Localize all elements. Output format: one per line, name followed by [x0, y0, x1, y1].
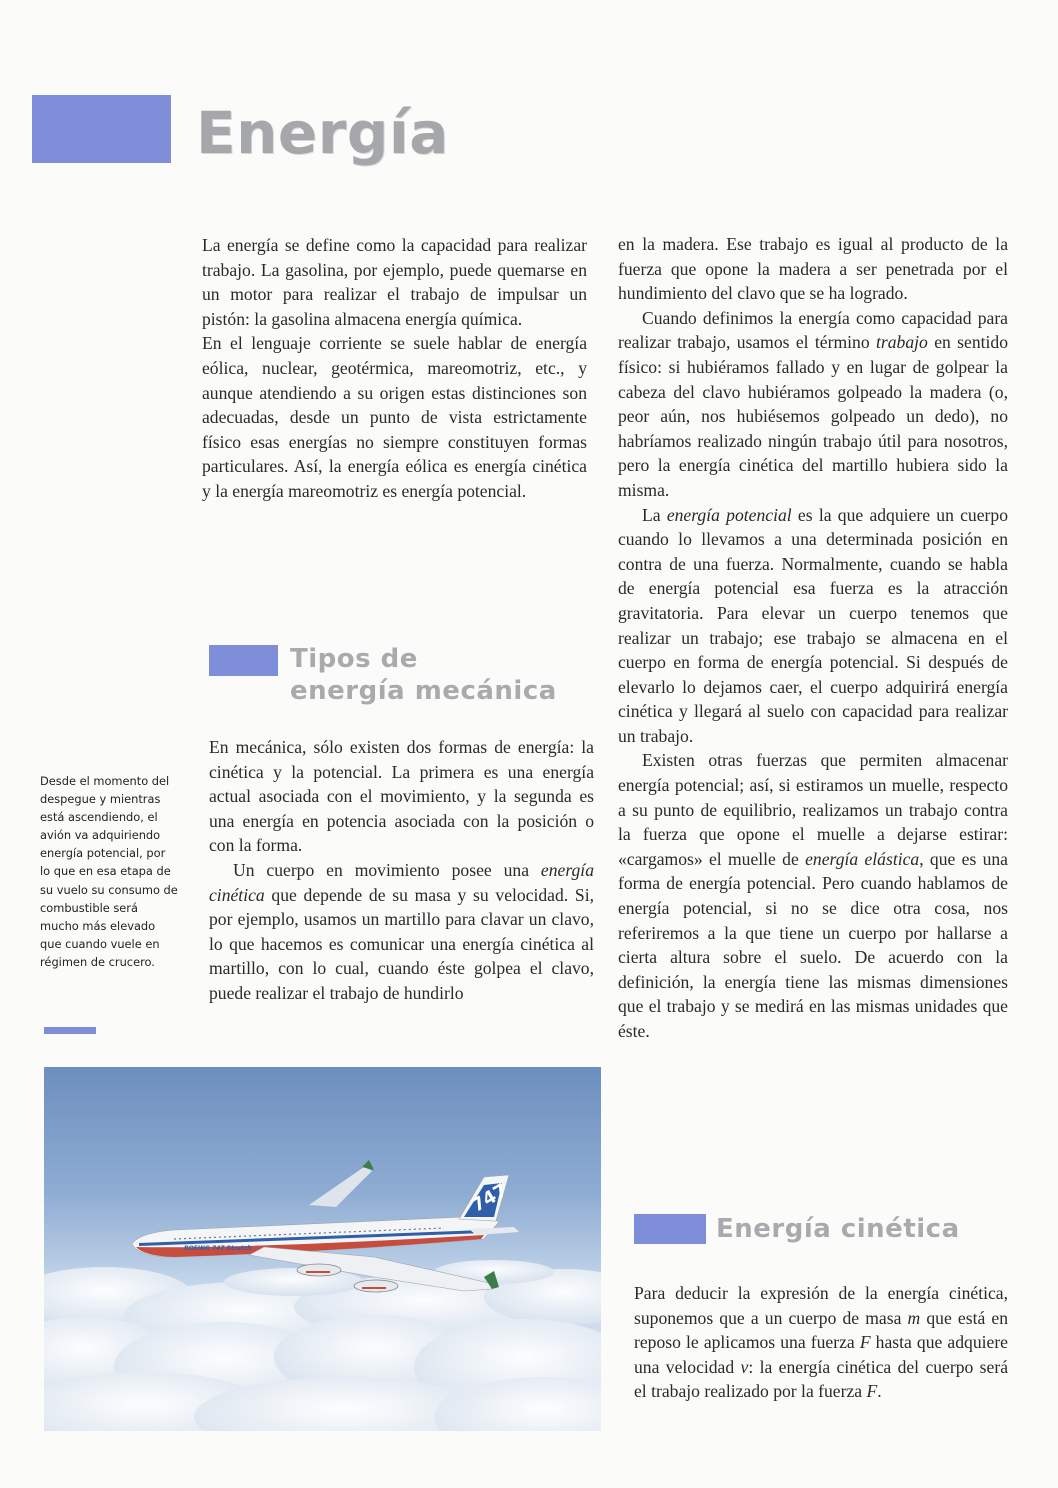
text-run: es la que adquiere un cuerpo cuando lo llevamos a una determinada posición en contra de una fuerza. Normalmente, cuando se habla de energía potencial esa fuerza es la atracción gravitatoria. Para elevar un cuerpo tenemos que realizar un trabajo; ese trabajo se almacena en el cuerpo en forma de energía potencial. Si después de elevarlo lo dejamos caer, el cuerpo adquirirá energía cinética y llegará al suelo con capacidad para realizar un trabajo. [618, 504, 1008, 746]
section-title: Energía cinética [716, 1214, 960, 1244]
intro-paragraph: En el lenguaje corriente se suele hablar de energía eólica, nuclear, geotérmica, mareomotriz, etc., y aunque atendiendo a su origen estas distinciones son adecuadas, desde un punto de vista estrictamente físico esas energías no siempre constituyen formas particulares. Así, la energía eólica es energía cinética y la energía mareomotriz es energía potencial. [202, 333, 587, 501]
variable-f: F [866, 1381, 878, 1402]
section2-text [634, 1281, 1008, 1404]
variable-f: F [859, 1332, 871, 1353]
emphasis-term: energía elástica [805, 848, 920, 869]
text-run: Existen otras fuerzas que permiten almacenar energía potencial; así, si estiramos un muelle, respecto a su punto de equilibrio, realizamos un trabajo contra la fuerza que opone el muelle a dejarse estirar: «cargamos» el muelle de [618, 750, 1008, 869]
body-paragraph [618, 748, 1008, 1043]
section1-text [209, 735, 594, 1006]
text-run: que está en reposo le aplicamos una fuerza [634, 1307, 1009, 1353]
section-title-line1: Tipos de [290, 644, 418, 674]
body-paragraph [634, 1281, 1008, 1404]
emphasis-term: energía cinética [209, 859, 594, 905]
text-run: : la energía cinética del cuerpo será el trabajo realizado por la fuerza [634, 1356, 1009, 1402]
text-run: que depende de su masa y su velocidad. Si, por ejemplo, usamos un martillo para clavar un clavo, lo que hacemos es comunicar una energía cinética al martillo, con lo cual, cuando éste golpea el clavo, puede realizar el trabajo de hundirlo [209, 884, 594, 1003]
variable-m: m [907, 1307, 921, 1328]
svg-text:BOEING 747 Stretch: BOEING 747 Stretch [184, 1245, 252, 1252]
body-paragraph [618, 503, 1008, 749]
body-paragraph [209, 858, 594, 1006]
variable-v: v [740, 1356, 749, 1377]
svg-text:747: 747 [468, 1179, 512, 1217]
page-title: Energía [196, 99, 449, 167]
airplane-over-clouds-image [44, 1067, 601, 1431]
caption-color-bar [44, 1027, 96, 1034]
text-run: . [877, 1381, 882, 1402]
text-run: hasta que adquiere una velocidad [634, 1332, 1008, 1377]
emphasis-term: energía potencial [666, 504, 792, 525]
text-run: en sentido físico: si hubiéramos fallado y en lugar de golpear la cabeza del clavo hubiéramos golpeado la madera (o, peor aún, nos hubiésemos golpeado un dedo), no habríamos realizado ningún trabajo útil para nosotros, pero la energía cinética del martillo hubiera sido la misma. [618, 332, 1008, 500]
photo-caption [40, 772, 178, 971]
body-paragraph [618, 306, 1008, 503]
emphasis-term: trabajo [876, 332, 928, 353]
text-run: Cuando definimos la energía como capacidad para realizar trabajo, usamos el término [618, 307, 1008, 353]
intro-text [202, 233, 587, 504]
section-color-bar [209, 645, 278, 676]
section-color-bar [634, 1214, 706, 1244]
right-column-text [618, 232, 1008, 1044]
text-run: Para deducir la expresión de la energía cinética, suponemos que a un cuerpo de masa [634, 1283, 1008, 1328]
text-run: La [642, 504, 667, 525]
caption-text: Desde el momento del despegue y mientras está ascendiendo, el avión va adquiriendo energía potencial, por lo que en esa etapa de su vuelo su consumo de combustible será mucho más elevado que cuando vuele en régimen de crucero. [40, 774, 178, 969]
intro-paragraph: La energía se define como la capacidad para realizar trabajo. La gasolina, por ejemplo, puede quemarse en un motor para realizar el trabajo de impulsar un pistón: la gasolina almacena energía química. [202, 235, 587, 329]
text-run: , que es una forma de energía potencial. Pero cuando hablamos de energía potencial, si no se dice otra cosa, nos referiremos a la que tiene un cuerpo por hallarse a cierta altura sobre el suelo. De acuerdo con la definición, la energía tiene las mismas dimensiones que el trabajo y se medirá en las mismas unidades que éste. [618, 848, 1008, 1041]
text-run: Un cuerpo en movimiento posee una [233, 859, 541, 880]
airplane-photo [44, 1067, 601, 1431]
section-title-line2: energía mecánica [290, 676, 557, 706]
body-paragraph: en la madera. Ese trabajo es igual al producto de la fuerza que opone la madera a ser penetrada por el hundimiento del clavo que se ha logrado. [618, 234, 1008, 304]
body-paragraph: En mecánica, sólo existen dos formas de energía: la cinética y la potencial. La primera es una energía actual asociada con el movimiento, y la segunda es una energía en potencia asociada con la posición o con la forma. [209, 737, 594, 856]
title-color-bar [32, 95, 171, 163]
